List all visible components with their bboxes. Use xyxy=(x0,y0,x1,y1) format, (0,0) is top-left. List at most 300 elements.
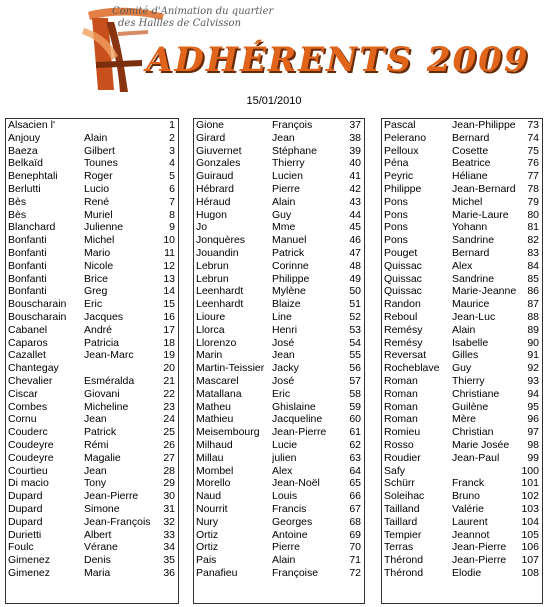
member-row xyxy=(382,413,542,426)
member-number: 40 xyxy=(349,157,361,170)
member-last-name: Roman xyxy=(384,400,418,413)
member-number: 17 xyxy=(163,323,175,336)
member-last-name: Alsacien l' xyxy=(8,119,55,131)
member-row xyxy=(6,388,178,401)
member-first-name: Bernard xyxy=(452,246,490,259)
member-last-name: Hébrard xyxy=(196,182,234,195)
member-last-name: Roman xyxy=(384,413,418,426)
member-row xyxy=(194,170,364,183)
member-first-name: Jean-Bernard xyxy=(452,182,516,195)
member-last-name: Pascal xyxy=(384,119,416,131)
member-first-name: Jean-François xyxy=(84,515,151,528)
member-first-name: Jean-Luc xyxy=(452,310,496,323)
member-number: 77 xyxy=(527,170,539,183)
member-first-name: Gilles xyxy=(452,349,479,362)
member-number: 43 xyxy=(349,195,361,208)
member-row xyxy=(6,375,178,388)
member-row xyxy=(194,554,364,567)
member-number: 53 xyxy=(349,323,361,336)
member-row xyxy=(6,221,178,234)
member-row xyxy=(194,337,364,350)
member-last-name: Bonfanti xyxy=(8,259,47,272)
member-last-name: Hugon xyxy=(196,208,227,221)
member-first-name: Alain xyxy=(272,195,296,208)
member-first-name: Christian xyxy=(452,426,494,439)
member-last-name: Roman xyxy=(384,387,418,400)
member-row xyxy=(194,234,364,247)
member-last-name: Pelloux xyxy=(384,144,419,157)
member-first-name: Michel xyxy=(452,195,483,208)
member-row xyxy=(6,285,178,298)
member-row xyxy=(6,209,178,222)
member-number: 9 xyxy=(169,221,175,234)
member-last-name: Dupard xyxy=(8,502,43,515)
member-row xyxy=(6,157,178,170)
member-last-name: Girard xyxy=(196,131,226,144)
member-last-name: Pelerano xyxy=(384,131,427,144)
member-number: 18 xyxy=(163,336,175,349)
member-row xyxy=(194,145,364,158)
member-first-name: Yohann xyxy=(452,221,488,234)
member-number: 73 xyxy=(527,119,539,131)
member-number: 80 xyxy=(527,208,539,221)
member-first-name: Isabelle xyxy=(452,336,489,349)
member-first-name: Guy xyxy=(452,362,472,375)
member-number: 55 xyxy=(349,349,361,362)
member-row xyxy=(382,221,542,234)
member-number: 36 xyxy=(163,566,175,579)
member-row xyxy=(6,273,178,286)
member-last-name: Milhaud xyxy=(196,438,233,451)
member-first-name: Héliane xyxy=(452,170,488,183)
member-first-name: François xyxy=(272,119,313,131)
member-number: 61 xyxy=(349,426,361,439)
member-number: 105 xyxy=(521,528,539,541)
member-first-name: Elodie xyxy=(452,566,482,579)
member-first-name: Sandrine xyxy=(452,272,495,285)
member-last-name: Dupard xyxy=(8,490,43,503)
member-number: 63 xyxy=(349,451,361,464)
member-first-name: Blaize xyxy=(272,298,301,311)
member-row xyxy=(194,298,364,311)
member-last-name: Panafieu xyxy=(196,566,238,579)
member-row xyxy=(382,465,542,478)
member-row xyxy=(6,324,178,337)
member-number: 1 xyxy=(169,119,175,131)
member-first-name: Jean-Pierre xyxy=(452,554,507,567)
member-first-name: Guilène xyxy=(452,400,489,413)
member-row xyxy=(382,541,542,554)
member-number: 10 xyxy=(163,234,175,247)
member-first-name: Christiane xyxy=(452,387,500,400)
member-number: 71 xyxy=(349,554,361,567)
member-row xyxy=(6,439,178,452)
member-number: 69 xyxy=(349,528,361,541)
member-number: 108 xyxy=(521,566,539,579)
member-last-name: Taillard xyxy=(384,515,418,528)
member-first-name: Greg xyxy=(84,285,108,298)
member-last-name: Jouandin xyxy=(196,246,239,259)
member-row xyxy=(194,477,364,490)
member-number: 21 xyxy=(163,374,175,387)
member-last-name: Bouscharain xyxy=(8,310,67,323)
member-number: 93 xyxy=(527,374,539,387)
member-row xyxy=(194,465,364,478)
member-first-name: julien xyxy=(272,451,297,464)
logo-text-line-1: Comité d'Animation du quartier xyxy=(112,6,274,17)
member-last-name: Matallana xyxy=(196,387,242,400)
member-first-name: Corinne xyxy=(272,259,309,272)
member-first-name: Laurent xyxy=(452,515,488,528)
member-row xyxy=(194,439,364,452)
member-row xyxy=(6,183,178,196)
member-last-name: Schürr xyxy=(384,477,415,490)
member-number: 100 xyxy=(521,464,539,477)
member-number: 101 xyxy=(521,477,539,490)
member-first-name: Mylène xyxy=(272,285,306,298)
member-row xyxy=(194,273,364,286)
member-number: 72 xyxy=(349,566,361,579)
member-number: 75 xyxy=(527,144,539,157)
member-row xyxy=(382,247,542,260)
member-row xyxy=(6,119,178,132)
member-last-name: Remésy xyxy=(384,323,423,336)
member-first-name: Rémi xyxy=(84,438,109,451)
member-number: 35 xyxy=(163,554,175,567)
member-number: 85 xyxy=(527,272,539,285)
member-first-name: Jean-Pierre xyxy=(272,426,327,439)
member-number: 34 xyxy=(163,541,175,554)
member-first-name: Lucie xyxy=(272,438,298,451)
member-row xyxy=(194,196,364,209)
member-first-name: Alain xyxy=(272,554,296,567)
member-row xyxy=(6,452,178,465)
member-row xyxy=(382,132,542,145)
member-last-name: Blanchard xyxy=(8,221,56,234)
member-first-name: Maria xyxy=(84,566,111,579)
member-last-name: Thérond xyxy=(384,554,424,567)
member-first-name: Gilbert xyxy=(84,144,115,157)
member-last-name: Di macio xyxy=(8,477,49,490)
member-row xyxy=(382,285,542,298)
member-number: 22 xyxy=(163,387,175,400)
member-number: 84 xyxy=(527,259,539,272)
member-row xyxy=(382,324,542,337)
member-first-name: Michel xyxy=(84,234,115,247)
member-number: 44 xyxy=(349,208,361,221)
member-number: 25 xyxy=(163,426,175,439)
member-last-name: Reboul xyxy=(384,310,418,323)
member-row xyxy=(6,145,178,158)
member-first-name: Patricia xyxy=(84,336,120,349)
member-first-name: Mme xyxy=(272,221,296,234)
member-row xyxy=(382,183,542,196)
member-number: 103 xyxy=(521,502,539,515)
member-row xyxy=(382,554,542,567)
member-first-name: Guy xyxy=(272,208,292,221)
member-number: 60 xyxy=(349,413,361,426)
member-last-name: Gione xyxy=(196,119,225,131)
member-last-name: Quissac xyxy=(384,259,422,272)
member-last-name: Pons xyxy=(384,195,408,208)
member-number: 58 xyxy=(349,387,361,400)
member-last-name: Safy xyxy=(384,464,406,477)
member-row xyxy=(6,311,178,324)
member-row xyxy=(194,311,364,324)
member-first-name: Beatrice xyxy=(452,157,491,170)
member-last-name: Gimenez xyxy=(8,566,51,579)
member-last-name: Lebrun xyxy=(196,272,229,285)
member-number: 82 xyxy=(527,234,539,247)
member-last-name: Mombel xyxy=(196,464,234,477)
member-last-name: Roudier xyxy=(384,451,421,464)
member-last-name: Nourrit xyxy=(196,502,228,515)
member-last-name: Llorca xyxy=(196,323,225,336)
member-first-name: Françoise xyxy=(272,566,319,579)
member-first-name: Julienne xyxy=(84,221,124,234)
member-row xyxy=(194,247,364,260)
member-number: 89 xyxy=(527,323,539,336)
member-number: 102 xyxy=(521,490,539,503)
member-last-name: Giuvernet xyxy=(196,144,242,157)
member-first-name: Simone xyxy=(84,502,120,515)
member-number: 38 xyxy=(349,131,361,144)
member-number: 16 xyxy=(163,310,175,323)
member-number: 57 xyxy=(349,374,361,387)
member-row xyxy=(194,503,364,516)
member-row xyxy=(382,490,542,503)
member-row xyxy=(6,516,178,529)
member-last-name: Bonfanti xyxy=(8,234,47,247)
member-last-name: Mascarel xyxy=(196,374,239,387)
member-last-name: Lebrun xyxy=(196,259,229,272)
member-last-name: Cabanel xyxy=(8,323,48,336)
member-row xyxy=(382,503,542,516)
member-first-name: Maurice xyxy=(452,298,490,311)
member-number: 81 xyxy=(527,221,539,234)
member-last-name: Naud xyxy=(196,490,222,503)
member-last-name: Thérond xyxy=(384,566,424,579)
member-row xyxy=(382,337,542,350)
member-last-name: Guiraud xyxy=(196,170,234,183)
member-number: 2 xyxy=(169,131,175,144)
member-first-name: Francis xyxy=(272,502,307,515)
member-last-name: Leenhardt xyxy=(196,285,244,298)
member-first-name: Jean xyxy=(272,131,295,144)
member-first-name: Jean xyxy=(84,413,107,426)
member-first-name: Vérane xyxy=(84,541,118,554)
member-first-name: Mère xyxy=(452,413,476,426)
member-last-name: Cazallet xyxy=(8,349,46,362)
member-first-name: Jacques xyxy=(84,310,124,323)
member-number: 78 xyxy=(527,182,539,195)
member-row xyxy=(6,196,178,209)
member-last-name: Quissac xyxy=(384,272,422,285)
member-last-name: Bès xyxy=(8,208,27,221)
member-first-name: Lucien xyxy=(272,170,303,183)
member-first-name xyxy=(84,362,152,375)
member-row xyxy=(382,529,542,542)
member-first-name: Jeannot xyxy=(452,528,490,541)
member-number: 56 xyxy=(349,362,361,375)
member-number: 59 xyxy=(349,400,361,413)
member-row xyxy=(194,388,364,401)
member-last-name: Bonfanti xyxy=(8,272,47,285)
member-last-name: Caparos xyxy=(8,336,48,349)
member-first-name: Tounes xyxy=(84,157,118,170)
member-last-name: Pons xyxy=(384,221,408,234)
member-number: 7 xyxy=(169,195,175,208)
member-number: 90 xyxy=(527,336,539,349)
member-last-name: Dupard xyxy=(8,515,43,528)
member-last-name: Ciscar xyxy=(8,387,38,400)
member-last-name: Romieu xyxy=(384,426,421,439)
member-number: 27 xyxy=(163,451,175,464)
member-row xyxy=(382,209,542,222)
member-row xyxy=(6,247,178,260)
member-number: 104 xyxy=(521,515,539,528)
member-row xyxy=(6,298,178,311)
member-last-name: Combes xyxy=(8,400,48,413)
member-number: 88 xyxy=(527,310,539,323)
member-last-name: Coudeyre xyxy=(8,451,54,464)
member-row xyxy=(382,426,542,439)
member-last-name: Anjouy xyxy=(8,131,41,144)
member-number: 47 xyxy=(349,246,361,259)
member-row xyxy=(194,541,364,554)
member-row xyxy=(6,349,178,362)
member-last-name: Meisembourg xyxy=(196,426,260,439)
member-row xyxy=(6,465,178,478)
member-row xyxy=(382,375,542,388)
member-first-name: Pierre xyxy=(272,541,301,554)
member-row xyxy=(382,388,542,401)
member-number: 5 xyxy=(169,170,175,183)
member-first-name: Jacky xyxy=(272,362,299,375)
member-number: 97 xyxy=(527,426,539,439)
member-row xyxy=(194,362,364,375)
member-row xyxy=(6,362,178,375)
member-first-name: Lucio xyxy=(84,182,110,195)
member-last-name: Millau xyxy=(196,451,224,464)
member-row xyxy=(6,477,178,490)
member-first-name: André xyxy=(84,323,113,336)
member-last-name: Baeza xyxy=(8,144,38,157)
member-number: 54 xyxy=(349,336,361,349)
page-title: ADHÉRENTS 2009 xyxy=(146,40,530,80)
member-row xyxy=(194,516,364,529)
member-first-name: Thierry xyxy=(272,157,305,170)
member-number: 28 xyxy=(163,464,175,477)
member-row xyxy=(6,132,178,145)
member-row xyxy=(382,157,542,170)
member-last-name: Chevalier xyxy=(8,374,53,387)
member-number: 14 xyxy=(163,285,175,298)
member-row xyxy=(382,439,542,452)
member-number: 13 xyxy=(163,272,175,285)
member-last-name: Chantegay xyxy=(8,362,59,375)
member-row xyxy=(194,426,364,439)
member-number: 70 xyxy=(349,541,361,554)
member-row xyxy=(194,490,364,503)
member-first-name: Jean xyxy=(84,464,107,477)
member-number: 6 xyxy=(169,182,175,195)
member-row xyxy=(382,234,542,247)
member-last-name: Héraud xyxy=(196,195,231,208)
member-first-name: Esméralda xyxy=(84,374,135,387)
member-number: 48 xyxy=(349,259,361,272)
member-row xyxy=(194,221,364,234)
member-first-name: Pierre xyxy=(272,182,301,195)
member-first-name: Franck xyxy=(452,477,485,490)
member-first-name: Ghislaine xyxy=(272,400,316,413)
member-row xyxy=(194,375,364,388)
member-row xyxy=(194,324,364,337)
member-first-name: Nicole xyxy=(84,259,114,272)
member-row xyxy=(6,541,178,554)
member-number: 3 xyxy=(169,144,175,157)
member-first-name: José xyxy=(272,374,295,387)
member-number: 31 xyxy=(163,502,175,515)
member-number: 8 xyxy=(169,208,175,221)
member-first-name: Bruno xyxy=(452,490,481,503)
member-first-name: Alain xyxy=(84,131,108,144)
member-last-name: Rosso xyxy=(384,438,414,451)
member-row xyxy=(194,260,364,273)
member-number: 95 xyxy=(527,400,539,413)
member-row xyxy=(194,452,364,465)
member-first-name: Valérie xyxy=(452,502,484,515)
member-last-name: Ortiz xyxy=(196,541,219,554)
members-column-3 xyxy=(381,118,543,604)
member-row xyxy=(6,413,178,426)
member-number: 99 xyxy=(527,451,539,464)
member-number: 45 xyxy=(349,221,361,234)
member-first-name: José xyxy=(272,336,295,349)
member-last-name: Jo xyxy=(196,221,208,234)
member-number: 51 xyxy=(349,298,361,311)
member-last-name: Terras xyxy=(384,541,414,554)
member-last-name: Randon xyxy=(384,298,421,311)
document-date: 15/01/2010 xyxy=(246,95,302,107)
member-row xyxy=(382,477,542,490)
member-last-name: Gimenez xyxy=(8,554,51,567)
member-last-name: Bouscharain xyxy=(8,298,67,311)
member-row xyxy=(194,119,364,132)
member-last-name: Durietti xyxy=(8,528,42,541)
member-first-name: Marie Josée xyxy=(452,438,510,451)
member-row xyxy=(194,529,364,542)
member-last-name: Cornu xyxy=(8,413,37,426)
member-first-name: Muriel xyxy=(84,208,113,221)
member-row xyxy=(6,170,178,183)
member-last-name: Reversat xyxy=(384,349,427,362)
member-number: 94 xyxy=(527,387,539,400)
member-last-name: Matheu xyxy=(196,400,232,413)
member-number: 76 xyxy=(527,157,539,170)
member-number: 30 xyxy=(163,490,175,503)
member-row xyxy=(382,145,542,158)
member-number: 41 xyxy=(349,170,361,183)
member-first-name: Brice xyxy=(84,272,108,285)
member-number: 68 xyxy=(349,515,361,528)
member-last-name: Lioure xyxy=(196,310,226,323)
member-last-name: Nury xyxy=(196,515,219,528)
member-first-name: Bernard xyxy=(452,131,490,144)
member-last-name: Belkaïd xyxy=(8,157,44,170)
member-number: 64 xyxy=(349,464,361,477)
member-first-name: Thierry xyxy=(452,374,485,387)
